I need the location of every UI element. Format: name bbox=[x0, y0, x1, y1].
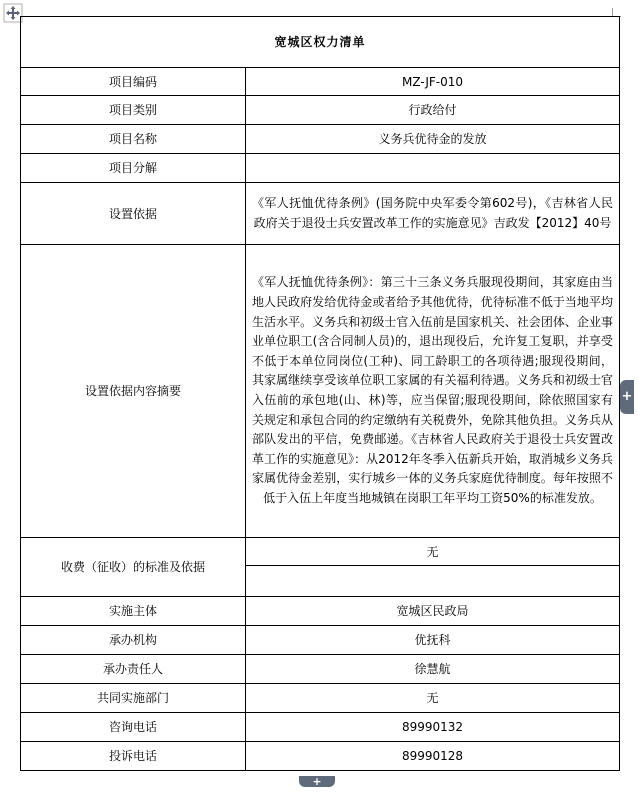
add-column-icon[interactable]: + bbox=[620, 380, 634, 414]
row-value bbox=[246, 154, 620, 183]
row-value: 无 bbox=[246, 538, 620, 566]
power-list-table bbox=[20, 16, 620, 771]
row-label: 项目编码 bbox=[21, 68, 246, 96]
table-row bbox=[21, 96, 620, 125]
table-row bbox=[21, 713, 620, 742]
page-title: 宽城区权力清单 bbox=[21, 17, 620, 68]
row-label: 实施主体 bbox=[21, 597, 246, 626]
row-value: 89990132 bbox=[246, 713, 620, 742]
row-value: 《军人抚恤优待条例》：第三十三条义务兵服现役期间，其家庭由当地人民政府发给优待金或者给予其他优待，优待标准不低于当地平均生活水平。义务兵和初级士官入伍前是国家机关、社会团体、企业事业单位职工(含合同制人员)的，退出现役后，允许复工复职，并享受不低于本单位同岗位(工种)、同工龄职工的各项待遇;服现役期间，其家属继续享受该单位职工家属的有关福利待遇。义务兵和初级士官入伍前的承包地(山、林)等，应当保留;服现役期间，除依照国家有关规定和承包合同的约定缴纳有关税费外，免除其他负担。义务兵从部队发出的平信，免费邮递。《吉林省人民政府关于退役士兵安置改革工作的实施意见》：从2012年冬季入伍新兵开始，取消城乡义务兵家属优待金差别，实行城乡一体的义务兵家庭优待制度。每年按照不低于入伍上年度当地城镇在岗职工年平均工资50%的标准发放。 bbox=[246, 245, 620, 538]
row-label: 咨询电话 bbox=[21, 713, 246, 742]
row-label: 项目名称 bbox=[21, 125, 246, 154]
row-value: 徐慧航 bbox=[246, 655, 620, 684]
row-value: MZ-JF-010 bbox=[246, 68, 620, 96]
row-value: 无 bbox=[246, 684, 620, 713]
table-row bbox=[21, 68, 620, 96]
row-value: 优抚科 bbox=[246, 626, 620, 655]
row-label: 投诉电话 bbox=[21, 742, 246, 771]
table-row bbox=[21, 655, 620, 684]
row-label: 共同实施部门 bbox=[21, 684, 246, 713]
row-label: 收费（征收）的标准及依据 bbox=[21, 538, 246, 597]
row-label: 设置依据内容摘要 bbox=[21, 245, 246, 538]
row-value bbox=[246, 566, 620, 597]
row-value: 89990128 bbox=[246, 742, 620, 771]
row-label: 项目类别 bbox=[21, 96, 246, 125]
row-value: 《军人抚恤优待条例》(国务院中央军委令第602号)，《吉林省人民政府关于退役士兵安置改革工作的实施意见》吉政发【2012】40号 bbox=[246, 183, 620, 245]
table-row bbox=[21, 538, 620, 566]
table-row bbox=[21, 125, 620, 154]
table-row bbox=[21, 684, 620, 713]
row-value: 宽城区民政局 bbox=[246, 597, 620, 626]
row-label: 设置依据 bbox=[21, 183, 246, 245]
table-row bbox=[21, 183, 620, 245]
table-row bbox=[21, 245, 620, 538]
table-row bbox=[21, 154, 620, 183]
table-row bbox=[21, 742, 620, 771]
row-value: 义务兵优待金的发放 bbox=[246, 125, 620, 154]
row-label: 承办责任人 bbox=[21, 655, 246, 684]
table-row bbox=[21, 626, 620, 655]
row-label: 项目分解 bbox=[21, 154, 246, 183]
row-value: 行政给付 bbox=[246, 96, 620, 125]
add-row-icon[interactable]: + bbox=[299, 776, 335, 787]
table-row bbox=[21, 597, 620, 626]
row-label: 承办机构 bbox=[21, 626, 246, 655]
